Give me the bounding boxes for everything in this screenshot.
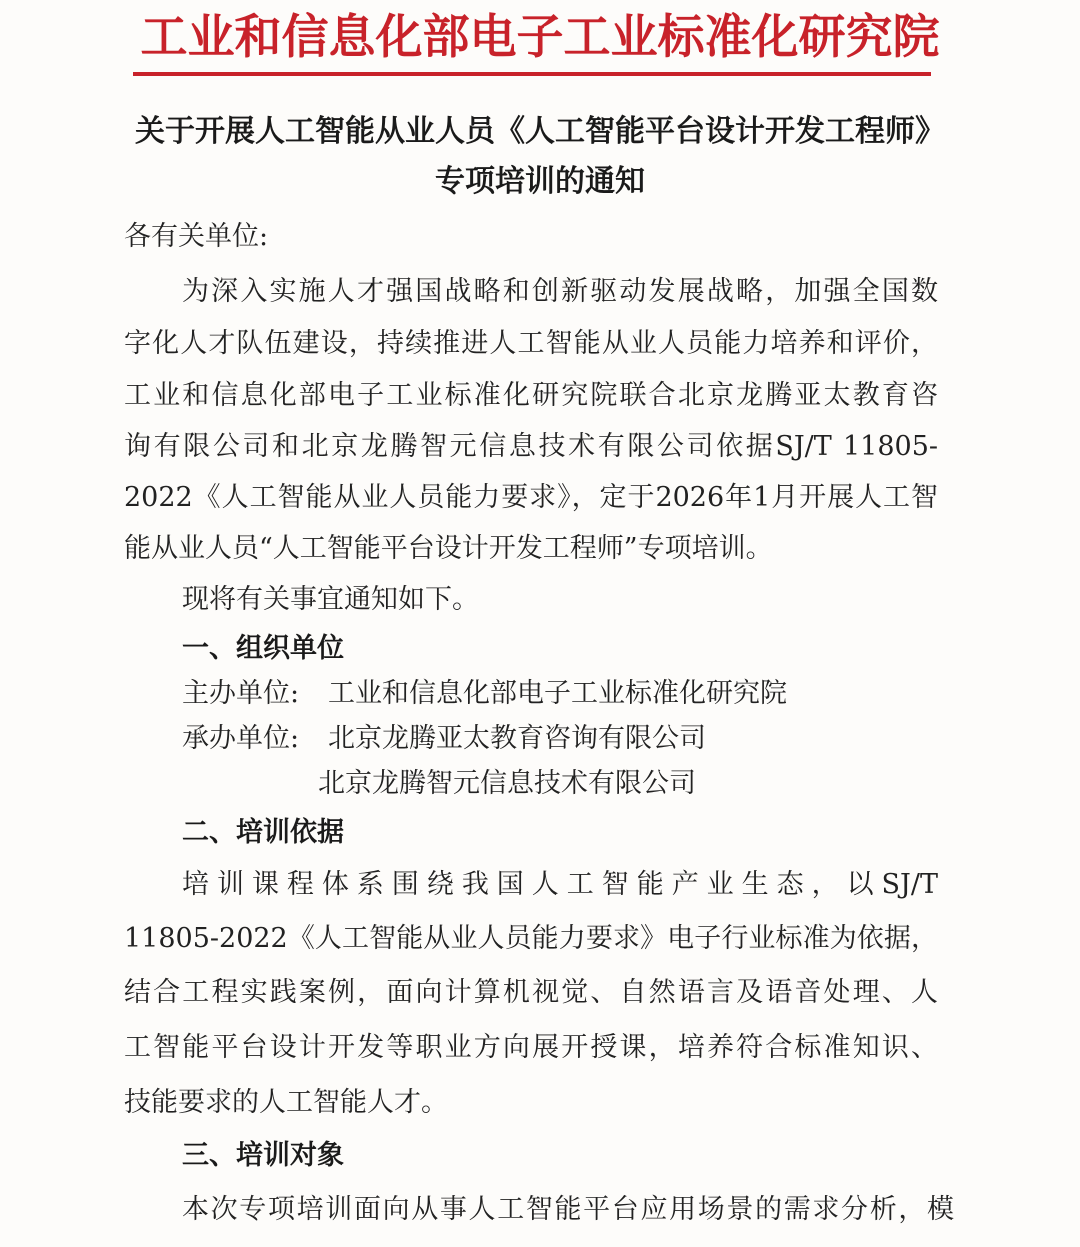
section-2-paragraph-line: 技能要求的人工智能人才。 bbox=[124, 1087, 448, 1118]
document-title-line-1: 关于开展人工智能从业人员《人工智能平台设计开发工程师》 bbox=[135, 114, 945, 149]
letterhead-title: 工业和信息化部电子工业标准化研究院 bbox=[140, 10, 940, 65]
document-title-line-2: 专项培训的通知 bbox=[435, 164, 645, 199]
organizer-label: 承办单位: bbox=[182, 723, 300, 754]
section-3-paragraph-line: 本次专项培训面向从事人工智能平台应用场景的需求分析，模 bbox=[182, 1194, 954, 1225]
section-2-heading: 二、培训依据 bbox=[182, 817, 344, 848]
intro-paragraph-line: 工业和信息化部电子工业标准化研究院联合北京龙腾亚太教育咨 bbox=[124, 380, 938, 411]
section-2-paragraph-line: 培训课程体系围绕我国人工智能产业生态，以SJ/T bbox=[182, 869, 938, 900]
letterhead-divider bbox=[133, 72, 931, 76]
host-label: 主办单位: bbox=[182, 678, 300, 709]
notice-line: 现将有关事宜通知如下。 bbox=[182, 584, 479, 615]
salutation: 各有关单位: bbox=[124, 221, 269, 252]
section-2-paragraph-line: 11805-2022《人工智能从业人员能力要求》电子行业标准为依据， bbox=[124, 923, 938, 954]
host-value: 工业和信息化部电子工业标准化研究院 bbox=[328, 678, 787, 709]
organizer-value: 北京龙腾智元信息技术有限公司 bbox=[318, 768, 696, 799]
section-3-heading: 三、培训对象 bbox=[182, 1140, 344, 1171]
section-1-heading: 一、组织单位 bbox=[182, 633, 344, 664]
section-2-paragraph-line: 工智能平台设计开发等职业方向展开授课，培养符合标准知识、 bbox=[124, 1032, 938, 1063]
intro-paragraph-line: 字化人才队伍建设，持续推进人工智能从业人员能力培养和评价， bbox=[124, 328, 938, 359]
intro-paragraph-line: 能从业人员“人工智能平台设计开发工程师”专项培训。 bbox=[124, 533, 773, 564]
intro-paragraph-line: 2022《人工智能从业人员能力要求》，定于2026年1月开展人工智 bbox=[124, 482, 938, 513]
section-2-paragraph-line: 结合工程实践案例，面向计算机视觉、自然语言及语音处理、人 bbox=[124, 977, 938, 1008]
intro-paragraph-line: 为深入实施人才强国战略和创新驱动发展战略，加强全国数 bbox=[182, 276, 938, 307]
intro-paragraph-line: 询有限公司和北京龙腾智元信息技术有限公司依据SJ/T 11805- bbox=[124, 431, 938, 462]
organizer-value: 北京龙腾亚太教育咨询有限公司 bbox=[328, 723, 706, 754]
